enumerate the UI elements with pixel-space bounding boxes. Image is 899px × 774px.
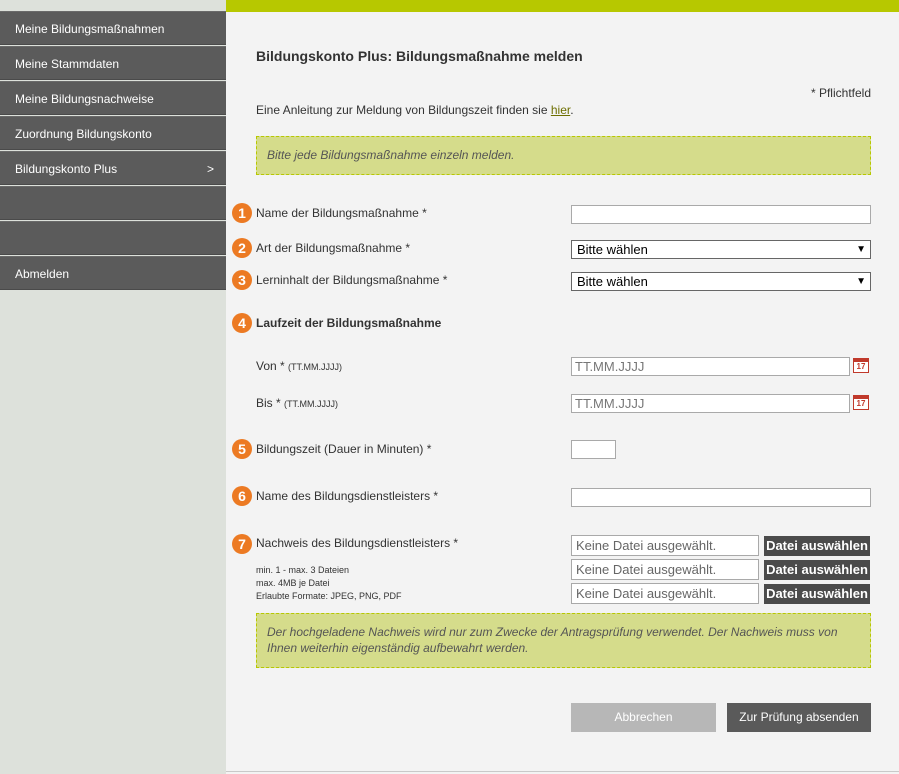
bottom-divider <box>226 771 899 772</box>
file-status-3: Keine Datei ausgewählt. <box>576 586 717 601</box>
sidebar-item-label: Meine Bildungsnachweise <box>15 92 154 106</box>
art-select[interactable] <box>571 240 871 259</box>
step-badge-7: 7 <box>232 534 252 554</box>
step-badge-4: 4 <box>232 313 252 333</box>
top-accent-bar <box>226 0 899 12</box>
von-label <box>256 359 342 373</box>
sidebar-item-zuordnung-bildungskonto[interactable] <box>0 116 226 150</box>
lerninhalt-label: Lerninhalt der Bildungsmaßnahme * <box>256 273 448 287</box>
sidebar-item-empty-2[interactable] <box>0 221 226 255</box>
lerninhalt-select[interactable] <box>571 272 871 291</box>
step-badge-5: 5 <box>232 439 252 459</box>
info-box-bottom <box>256 613 871 668</box>
page-title: Bildungskonto Plus: Bildungsmaßnahme melden <box>256 48 583 64</box>
info-box-top <box>256 136 871 175</box>
art-select-value: Bitte wählen <box>577 242 648 257</box>
bis-date-input[interactable] <box>571 394 850 413</box>
sidebar-item-meine-stammdaten[interactable] <box>0 46 226 80</box>
von-format-hint: (TT.MM.JJJJ) <box>288 362 343 372</box>
von-date-input[interactable] <box>571 357 850 376</box>
sidebar-item-abmelden[interactable] <box>0 256 226 290</box>
sidebar-item-label: Meine Stammdaten <box>15 57 120 71</box>
bis-placeholder: TT.MM.JJJJ <box>575 396 645 411</box>
sidebar-item-label: Bildungskonto Plus <box>15 162 118 176</box>
file-input-2[interactable] <box>571 559 759 580</box>
nachweis-note-size: max. 4MB je Datei <box>256 578 330 588</box>
file-status-2: Keine Datei ausgewählt. <box>576 562 717 577</box>
submit-button[interactable]: Zur Prüfung absenden <box>727 703 871 732</box>
nachweis-label: Nachweis des Bildungsdienstleisters * <box>256 536 459 550</box>
von-label-text: Von * <box>256 359 285 373</box>
sidebar-item-meine-bildungsnachweise[interactable] <box>0 81 226 115</box>
lerninhalt-select-value: Bitte wählen <box>577 274 648 289</box>
step-badge-3: 3 <box>232 270 252 290</box>
info-box-top-text: Bitte jede Bildungsmaßnahme einzeln melden. <box>267 148 515 162</box>
file-select-button-3[interactable]: Datei auswählen <box>764 584 870 604</box>
file-input-1[interactable] <box>571 535 759 556</box>
sidebar-item-label: Meine Bildungsmaßnahmen <box>15 22 165 36</box>
file-select-button-1[interactable]: Datei auswählen <box>764 536 870 556</box>
guide-link[interactable]: hier <box>550 103 571 117</box>
name-input[interactable] <box>571 205 871 224</box>
step-badge-2: 2 <box>232 238 252 258</box>
chevron-down-icon: ▼ <box>856 276 866 287</box>
bis-format-hint: (TT.MM.JJJJ) <box>284 399 339 409</box>
art-label: Art der Bildungsmaßnahme * <box>256 241 411 255</box>
bildungszeit-input[interactable] <box>571 440 616 459</box>
laufzeit-label: Laufzeit der Bildungsmaßnahme <box>256 316 442 330</box>
info-box-bottom-text: Der hochgeladene Nachweis wird nur zum Zwecke der Antragsprüfung verwendet. Der Nachweis muss von Ihnen weiterhin eigenständig aufbewahrt werden. <box>267 625 838 655</box>
calendar-icon[interactable]: 17 <box>853 395 869 410</box>
required-note: * Pflichtfeld <box>810 86 871 100</box>
sidebar-item-label: Abmelden <box>15 267 70 281</box>
nachweis-note-formats: Erlaubte Formate: JPEG, PNG, PDF <box>256 591 402 601</box>
sidebar <box>0 0 226 774</box>
file-input-3[interactable] <box>571 583 759 604</box>
chevron-down-icon: ▼ <box>856 244 866 255</box>
sidebar-item-bildungskonto-plus[interactable] <box>0 151 226 185</box>
file-status-1: Keine Datei ausgewählt. <box>576 538 717 553</box>
step-badge-6: 6 <box>232 486 252 506</box>
intro-text-end: . <box>570 103 574 117</box>
bis-label-text: Bis * <box>256 396 281 410</box>
chevron-right-icon: > <box>206 162 214 176</box>
von-placeholder: TT.MM.JJJJ <box>575 359 645 374</box>
dienstleister-input[interactable] <box>571 488 871 507</box>
sidebar-item-empty-1[interactable] <box>0 186 226 220</box>
step-badge-1: 1 <box>232 203 252 223</box>
file-select-button-2[interactable]: Datei auswählen <box>764 560 870 580</box>
dienstleister-label: Name des Bildungsdienstleisters * <box>256 489 439 503</box>
name-label: Name der Bildungsmaßnahme * <box>256 206 427 220</box>
bis-label <box>256 396 338 410</box>
bildungszeit-label: Bildungszeit (Dauer in Minuten) * <box>256 442 432 456</box>
cancel-button[interactable]: Abbrechen <box>571 703 716 732</box>
nachweis-note-count: min. 1 - max. 3 Dateien <box>256 565 350 575</box>
sidebar-item-meine-bildungsmassnahmen[interactable] <box>0 11 226 45</box>
sidebar-item-label: Zuordnung Bildungskonto <box>15 127 152 141</box>
intro-text <box>256 103 574 117</box>
intro-text-start: Eine Anleitung zur Meldung von Bildungszeit finden sie <box>256 103 551 117</box>
calendar-icon[interactable]: 17 <box>853 358 869 373</box>
